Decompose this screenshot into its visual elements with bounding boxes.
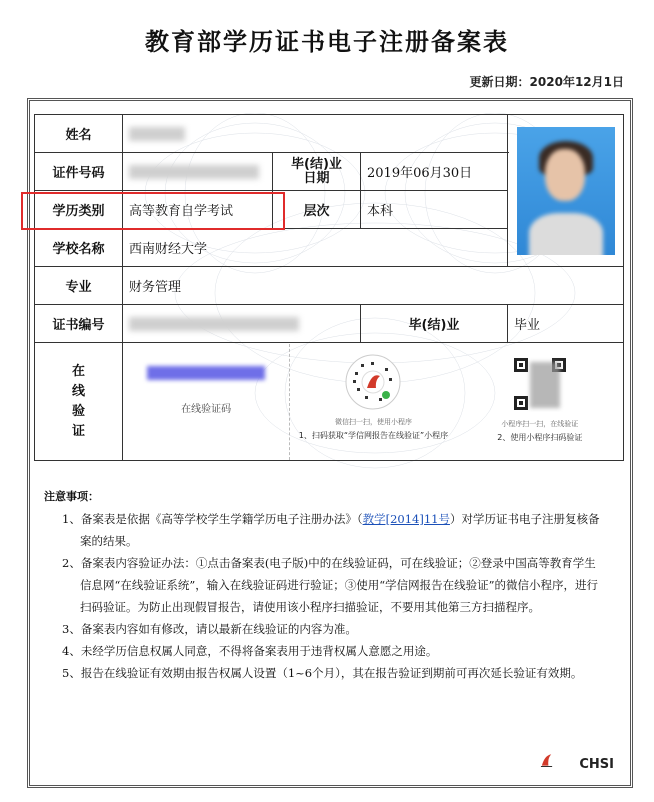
name-label: 姓名 — [35, 115, 123, 153]
chsi-logo-icon — [540, 744, 568, 776]
chsi-logo-text: CHSI — [579, 757, 614, 772]
verify-step-2: 2、使用小程序扫码验证 — [497, 432, 583, 442]
verify-code-area[interactable] — [123, 344, 289, 460]
note-4: 4、未经学历信息权属人同意，不得将备案表用于违背权属人意愿之用途。 — [62, 644, 438, 658]
verify-label: 在 线 验 证 — [35, 343, 123, 461]
notes-section — [44, 486, 604, 684]
info-table — [34, 114, 624, 461]
major-label: 专业 — [35, 267, 123, 305]
notes-heading: 注意事项： — [44, 490, 99, 503]
cert-no-label: 证书编号 — [35, 305, 123, 343]
edu-type-value: 高等教育自学考试 — [123, 191, 273, 229]
verify-code-blurred[interactable] — [147, 366, 265, 380]
level-label: 层次 — [273, 191, 361, 229]
report-qr-area[interactable] — [457, 344, 623, 460]
note-2: 2、备案表内容验证办法：①点击备案表(电子版)中的在线验证码，可在线验证；②登录中国高等教育学生信息网“在线验证系统”，输入在线验证码进行验证；③使用“学信网报告在线验证”的微信小程序，进行扫码验证。为防止出现假冒报告，请使用该小程序扫描验证，不要用其他第三方扫描程序。 — [62, 556, 599, 614]
id-label: 证件号码 — [35, 153, 123, 191]
major-value: 财务管理 — [123, 267, 624, 305]
update-date: 更新日期：2020年12月1日 — [469, 75, 624, 89]
miniprogram-qr-area[interactable] — [289, 344, 456, 460]
edu-type-label: 学历类别 — [35, 191, 123, 229]
note-5: 5、报告在线验证有效期由报告权属人设置（1~6个月），其在报告验证到期前可再次延长验证有效期。 — [62, 666, 583, 680]
school-value: 西南财经大学 — [123, 229, 508, 267]
note-3: 3、备案表内容如有修改，请以最新在线验证的内容为准。 — [62, 622, 357, 636]
wechat-hint: 微信扫一扫，使用小程序 — [334, 417, 412, 426]
portrait-photo — [517, 127, 615, 255]
note-1: 1、备案表是依据《高等学校学生学籍学历电子注册办法》（教学[2014]11号）对学历证书电子注册复核备案的结果。 — [62, 512, 600, 548]
grad-date-label: 毕(结)业 日期 — [273, 153, 361, 191]
app-hint: 小程序扫一扫，在线验证 — [501, 419, 579, 428]
grad-label: 毕(结)业 — [361, 305, 508, 343]
grad-date-value: 2019年06月30日 — [361, 153, 508, 191]
verify-step-1: 1、扫码获取“学信网报告在线验证”小程序 — [298, 430, 449, 440]
id-blurred — [129, 165, 259, 179]
level-value: 本科 — [361, 191, 508, 229]
miniprogram-qr-icon[interactable] — [345, 354, 401, 410]
name-value — [123, 115, 508, 153]
verify-cell — [123, 343, 624, 461]
regulation-link[interactable]: 教学[2014]11号 — [362, 512, 450, 526]
verify-code-caption: 在线验证码 — [181, 403, 232, 415]
page-title: 教育部学历证书电子注册备案表 — [145, 28, 509, 56]
report-qr-icon[interactable] — [512, 356, 568, 412]
grad-value: 毕业 — [508, 305, 624, 343]
name-blurred — [129, 127, 185, 141]
school-label: 学校名称 — [35, 229, 123, 267]
cert-no-value — [123, 305, 361, 343]
photo-cell — [508, 115, 624, 267]
id-value — [123, 153, 273, 191]
edu-type-highlight-box — [21, 192, 285, 230]
cert-no-blurred — [129, 317, 299, 331]
